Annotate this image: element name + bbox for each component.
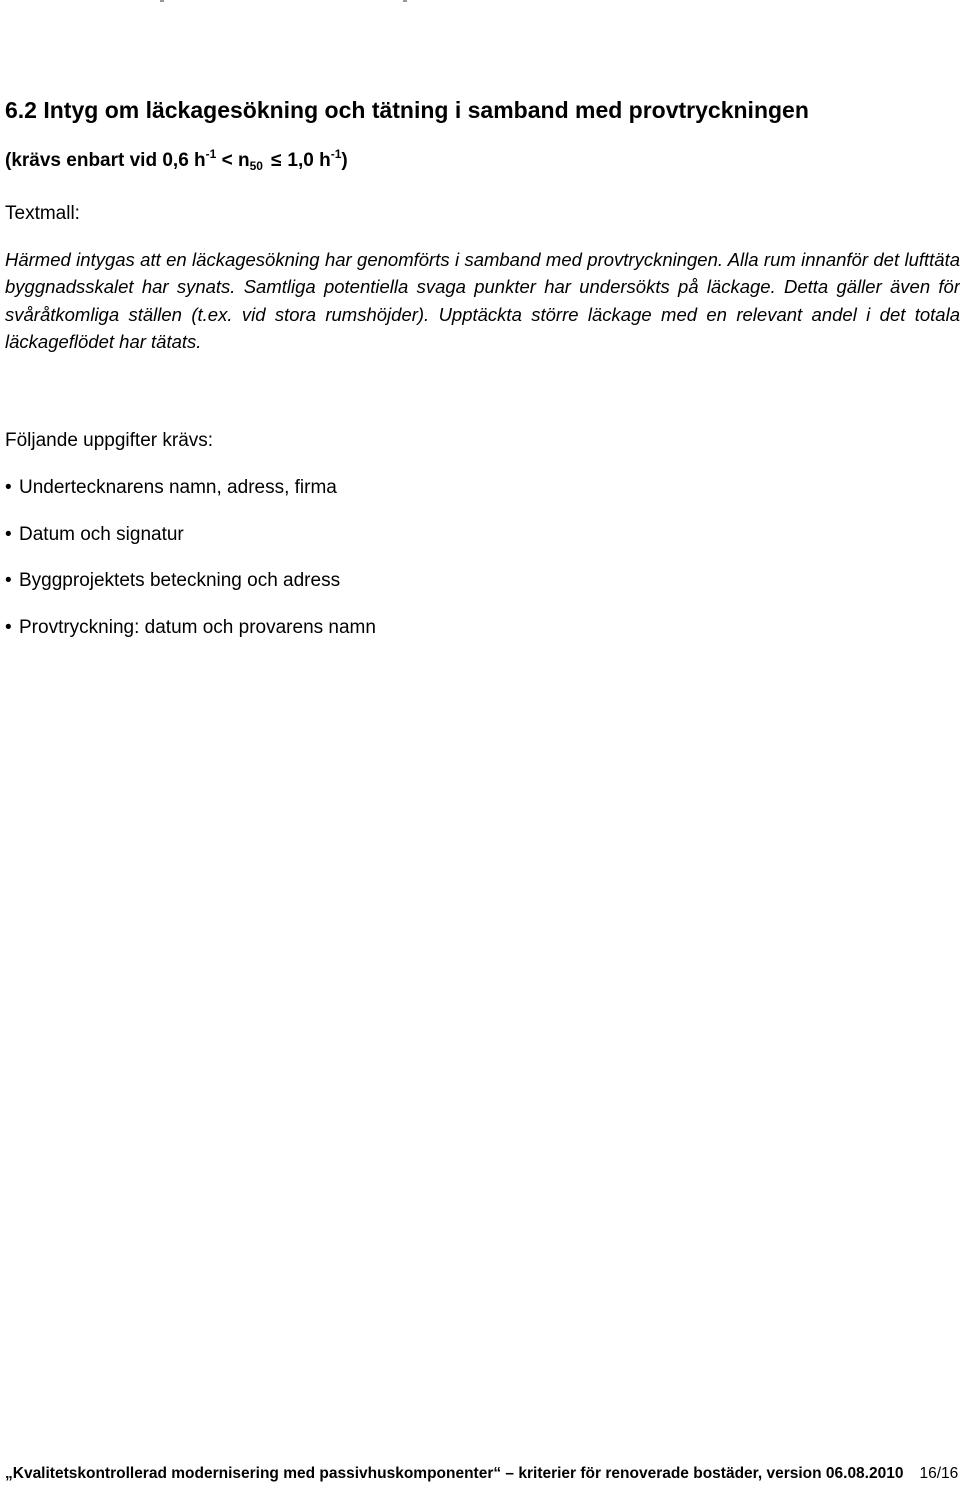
- requirements-label: Följande uppgifter krävs:: [5, 430, 214, 451]
- scan-artifact: [403, 0, 407, 2]
- bullet: •: [5, 570, 12, 591]
- template-label: Textmall:: [5, 203, 80, 224]
- list-item: • Provtryckning: datum och provarens namn: [5, 615, 376, 662]
- list-item: • Byggprojektets beteckning och adress: [5, 568, 376, 615]
- section-heading: 6.2 Intyg om läckagesökning och tätning i samband med provtryckningen: [5, 97, 809, 123]
- bullet: •: [5, 477, 12, 498]
- page-footer: [5, 1465, 958, 1483]
- requirements-list: [5, 475, 376, 661]
- page-number: 16/16: [919, 1465, 959, 1482]
- template-text: Härmed intygas att en läckagesökning har genomförts i samband med provtryckningen. Alla rum innanför det lufttäta byggnadsskalet har synats. Samtliga potentiella svaga punkter har undersökts på läckage. Detta gäller även för svåråtkomliga ställen (t.ex. vid stora rumshöjder). Upptäckta större läckage med en relevant andel i det totala läckageflödet har tätats.: [5, 249, 960, 352]
- footer-text: „Kvalitetskontrollerad modernisering med passivhuskomponenter“ – kriterier för renoverade bostäder, version 06.08.2010: [5, 1465, 904, 1482]
- section-condition: (krävs enbart vid 0,6 $h^{-1} < n_{50} \le 1,0$ $h^{-1}$): [5, 147, 348, 173]
- bullet: •: [5, 616, 12, 638]
- list-item: • Undertecknarens namn, adress, firma: [5, 475, 376, 522]
- bullet: •: [5, 523, 12, 545]
- scan-artifact: [160, 0, 164, 2]
- list-item: • Datum och signatur: [5, 522, 376, 569]
